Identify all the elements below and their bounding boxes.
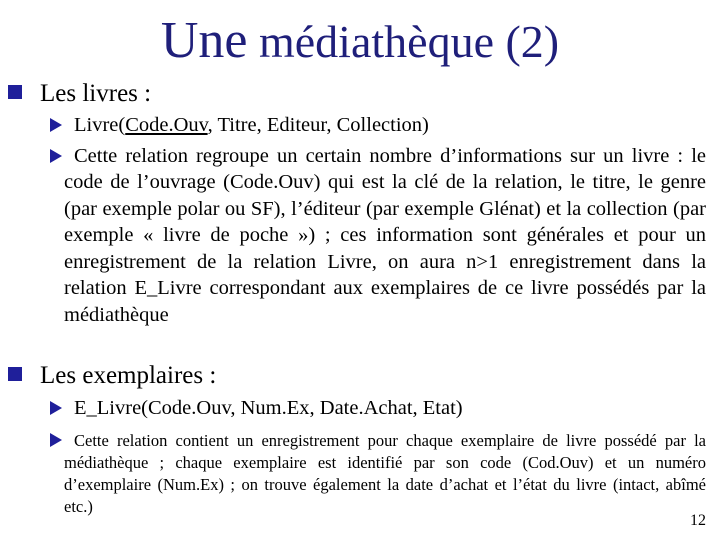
section-livres-heading-text: Les livres : [40, 80, 152, 107]
section-exemplaires-items [64, 395, 706, 518]
exemplaire-description-item [64, 430, 706, 518]
exemplaire-description-text: Cette relation contient un enregistrement pour chaque exemplaire de livre possédé par la médiathèque ; chaque exemplaire est identifié par son code (Cod.Ouv) et un numéro d’exemplaire (Num.Ex) ; on trouve également la date d’achat et l’état du livre (intact, abîmé etc.) [64, 430, 706, 516]
page-number: 12 [690, 512, 706, 529]
livre-schema-prefix: Livre( [74, 114, 126, 136]
section-livres [8, 80, 151, 108]
slide-title-first-word: Une [160, 12, 248, 69]
section-exemplaires [8, 362, 216, 390]
exemplaire-schema-item [64, 395, 706, 422]
square-bullet-icon [8, 85, 22, 99]
exemplaire-schema-text: E_Livre(Code.Ouv, Num.Ex, Date.Achat, Etat) [74, 397, 463, 419]
livre-schema-item [64, 112, 706, 139]
livre-schema-suffix: , Titre, Editeur, Collection) [207, 114, 429, 136]
section-livres-heading [8, 80, 151, 108]
section-exemplaires-heading [8, 362, 216, 390]
slide-title [0, 12, 720, 69]
triangle-bullet-icon [50, 401, 62, 415]
livre-schema-key: Code.Ouv [125, 114, 208, 136]
triangle-bullet-icon [50, 149, 62, 163]
triangle-bullet-icon [50, 433, 62, 447]
triangle-bullet-icon [50, 118, 62, 132]
livre-description-item [64, 143, 706, 329]
section-livres-items [64, 112, 706, 328]
section-exemplaires-heading-text: Les exemplaires : [40, 362, 217, 389]
livre-description-text: Cette relation regroupe un certain nombre d’informations sur un livre : le code de l’ouvrage (Code.Ouv) qui est la clé de la relation, le titre, le genre (par exemple polar ou SF), l’éditeur (par exemple Glénat) et la collection (par exemple « livre de poche ») ; ces information sont générales et pour un enregistrement de la relation Livre, on aura n>1 enregistrement dans la relation E_Livre correspondant aux exemplaires de ce livre possédés par la médiathèque [64, 144, 706, 326]
square-bullet-icon [8, 367, 22, 381]
slide-title-rest: médiathèque (2) [247, 16, 560, 67]
